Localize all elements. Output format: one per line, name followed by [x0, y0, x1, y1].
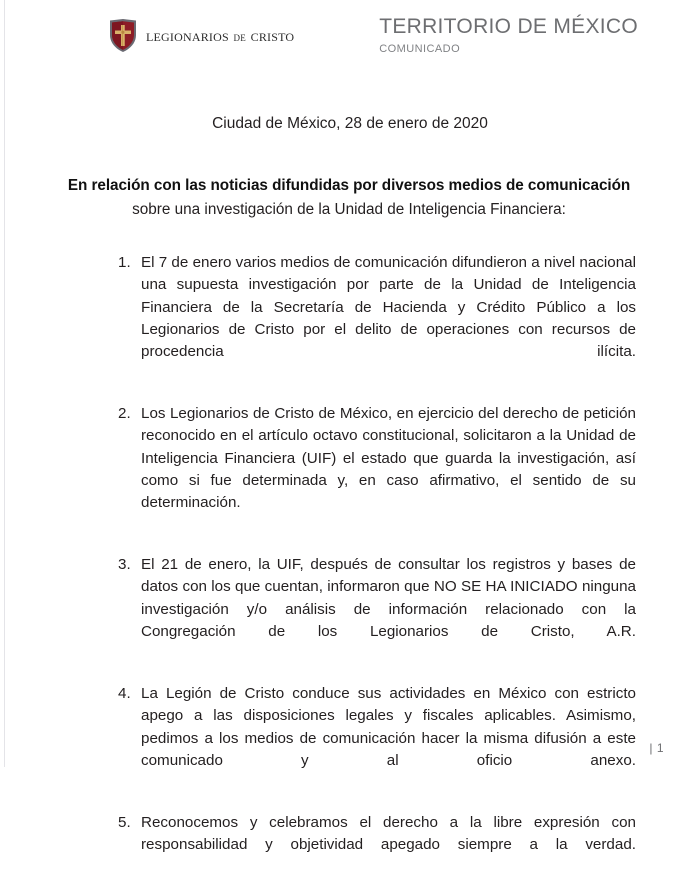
territory-subtitle: COMUNICADO: [379, 43, 461, 56]
shield-cross-icon: [108, 18, 138, 53]
clause-item: [118, 554, 636, 666]
clause-item: [118, 683, 636, 795]
clause-text: Los Legionarios de Cristo de México, en ejercicio del derecho de petición reconocido en el artículo octavo constitucional, solicitaron a la Unidad de Inteligencia Financiera (UIF) el estado que guarda la investigación, así como si fue determinada y, en caso afirmativo, el sentido de su determinación.: [141, 405, 636, 512]
clause-text: La Legión de Cristo conduce sus actividades en México con estricto apego a las disposiciones legales y fiscales aplicables. Asimismo, pedimos a los medios de comunicación hacer la misma difusión a este comunicado y al oficio anexo.: [141, 684, 636, 769]
clause-item: [118, 812, 636, 879]
clause-item: [118, 403, 636, 537]
clause-text: El 7 de enero varios medios de comunicación difundieron a nivel nacional una supuesta investigación por parte de la Unidad de Inteligencia Financiera de la Secretaría de Hacienda y Crédito Público a los Legionarios de Cristo por el delito de operaciones con recursos de procedencia ilícita.: [141, 254, 636, 361]
brand-wordmark-main: legionarios: [146, 24, 229, 45]
clause-number: 3.: [118, 556, 131, 574]
headline-block: [62, 175, 636, 222]
headline-bold-line: En relación con las noticias difundidas por diversos medios de comunicación: [67, 177, 631, 194]
territory-title: TERRITORIO DE MÉXICO: [379, 15, 638, 38]
brand-wordmark-second: cristo: [250, 24, 295, 45]
clause-number: 5.: [118, 813, 131, 831]
clause-number: 2.: [118, 405, 131, 423]
page-number: | 1: [649, 741, 664, 755]
clause-item: [118, 252, 636, 386]
brand-lockup: [108, 14, 357, 53]
clause-text: El 21 de enero, la UIF, después de consultar los registros y bases de datos con los que cuentan, informaron que NO SE HA INICIADO ninguna investigación y/o análisis de información relacionado con la Congregación de los Legionarios de Cristo, A.R.: [141, 556, 636, 641]
letterhead: [108, 14, 638, 66]
clause-list: [118, 252, 636, 896]
headline-regular-line: sobre una investigación de la Unidad de Inteligencia Financiera:: [132, 201, 566, 219]
clause-number: 1.: [118, 254, 131, 271]
brand-wordmark-de: de: [233, 29, 247, 44]
territory-block: [379, 14, 638, 56]
brand-wordmark: [146, 24, 295, 45]
dateline: Ciudad de México, 28 de enero de 2020: [212, 115, 488, 132]
clause-number: 4.: [118, 684, 131, 702]
clause-text: Reconocemos y celebramos el derecho a la libre expresión con responsabilidad y objetividad apegado siempre a la verdad.: [141, 813, 636, 853]
